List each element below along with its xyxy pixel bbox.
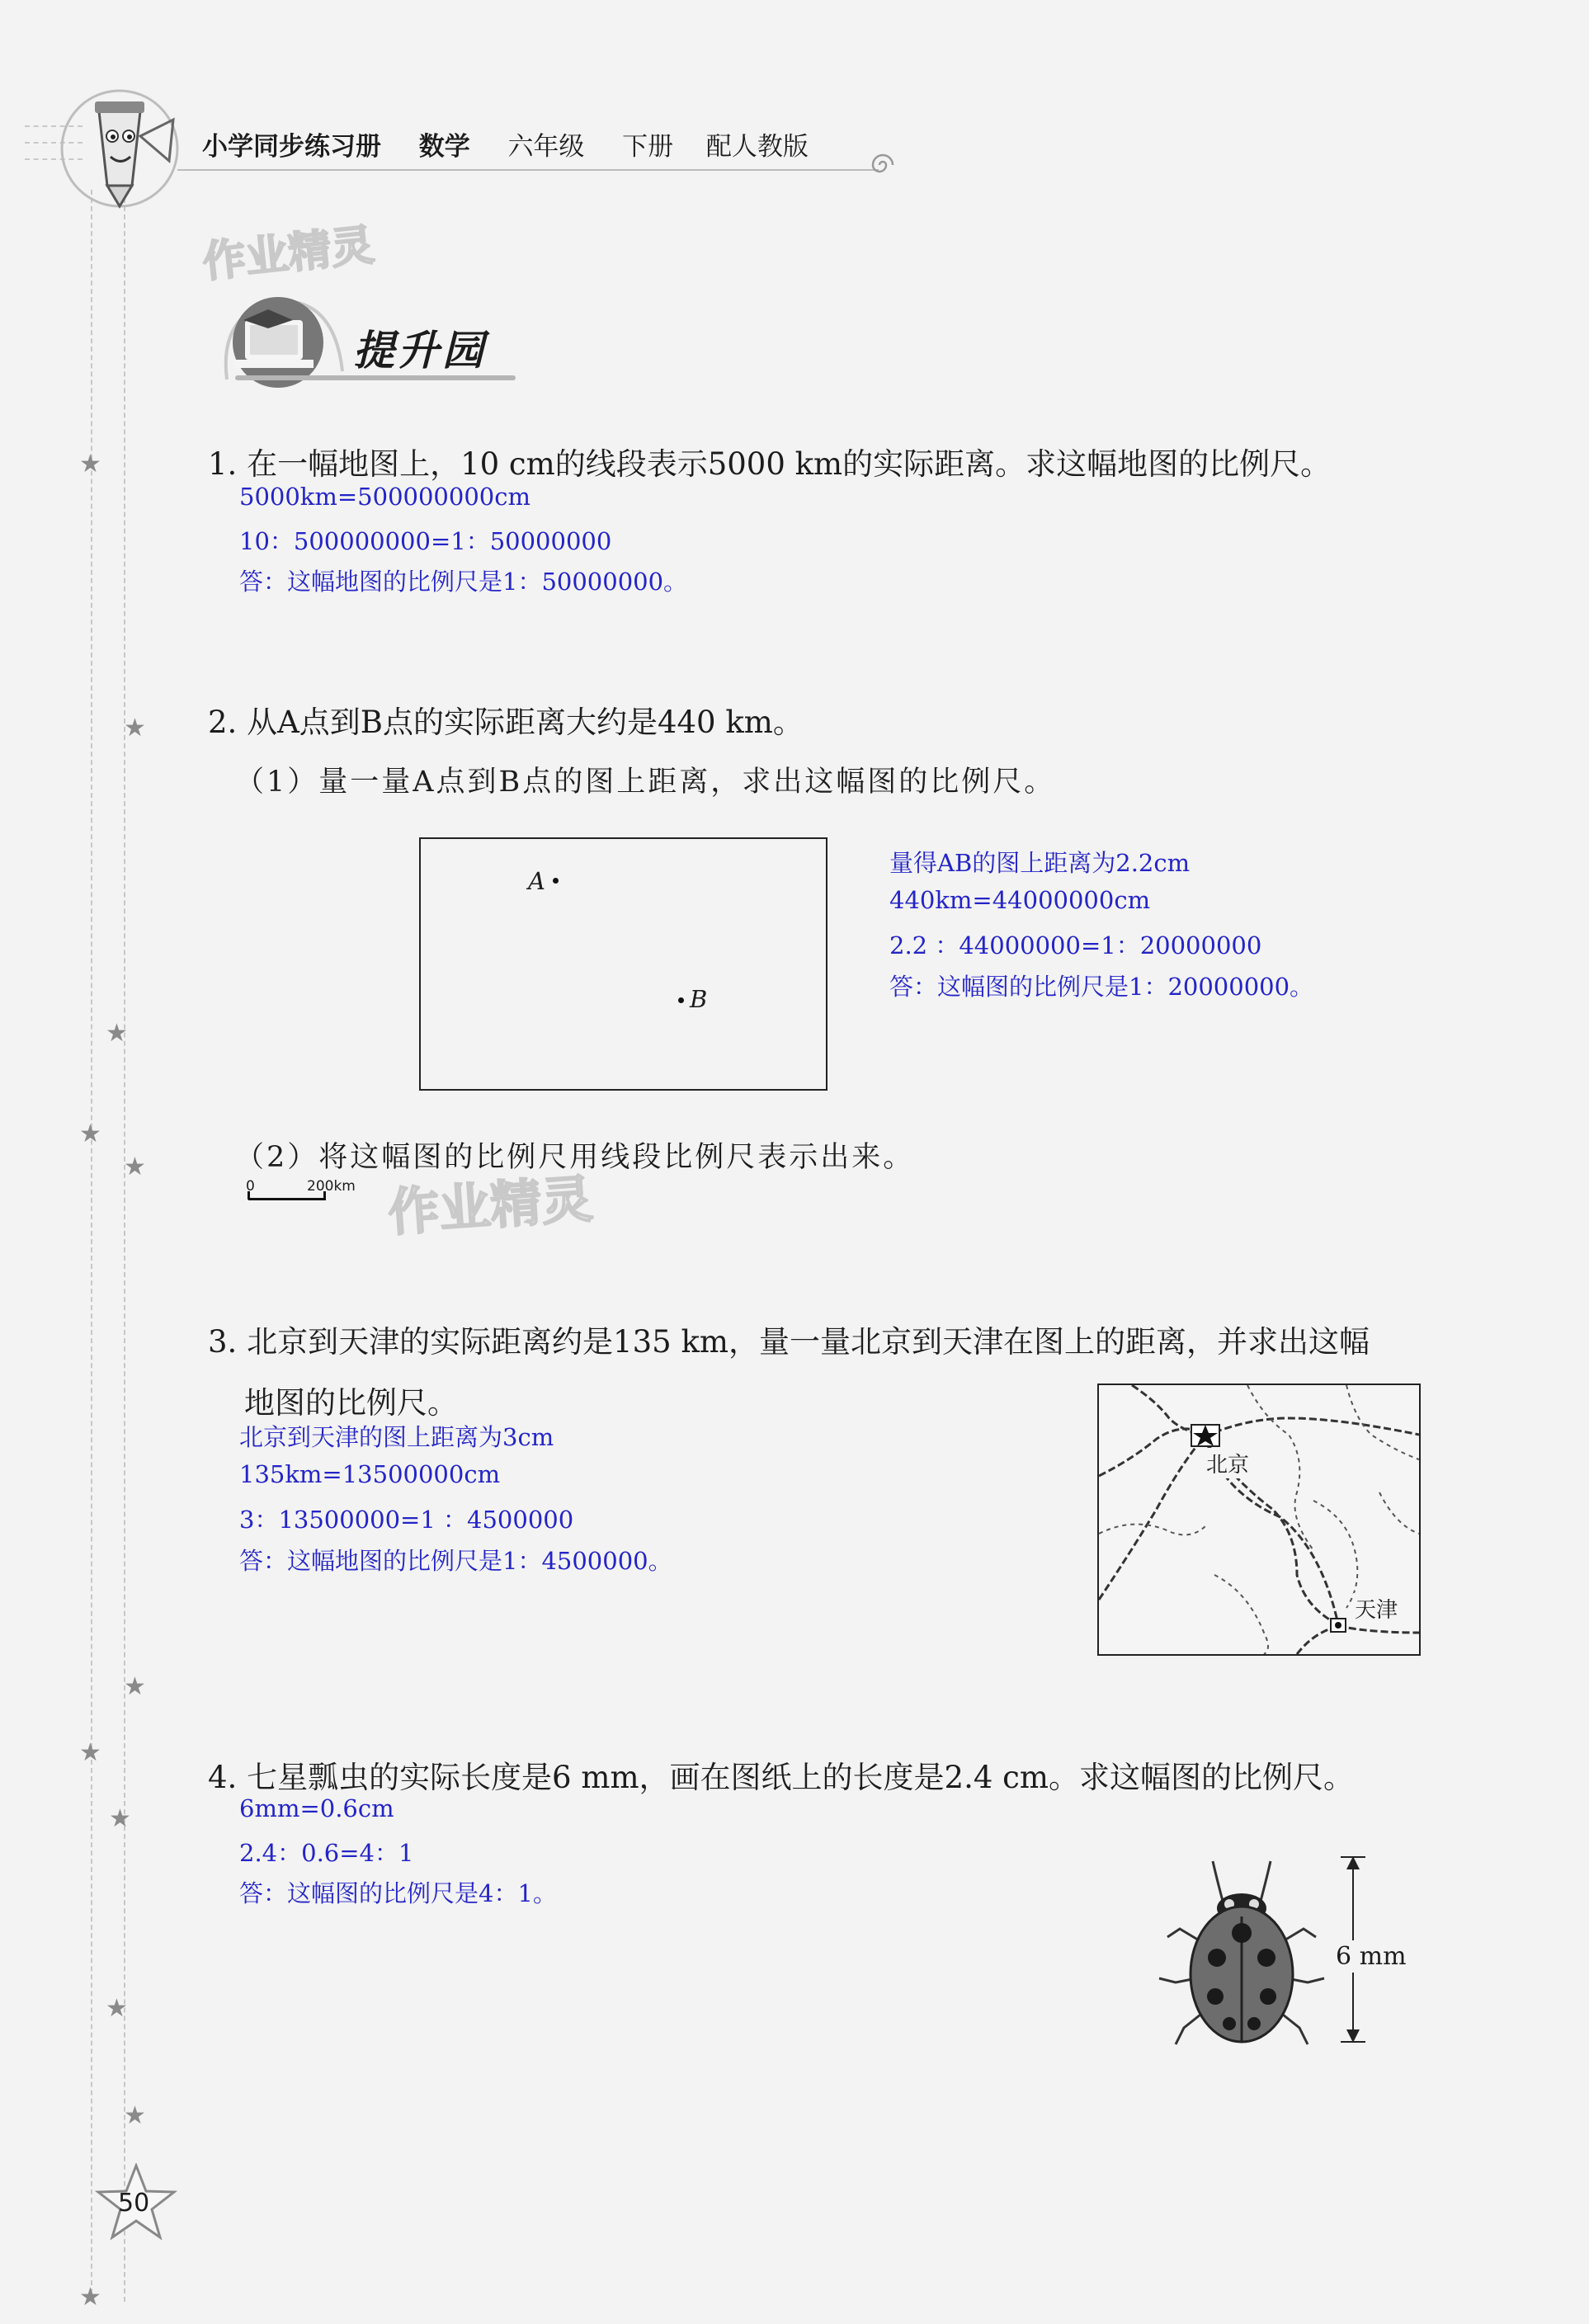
header-edition: 配人教版 [705,132,809,162]
scale-label: 200km [307,1178,356,1195]
header-title [202,125,809,163]
q3-text-line1: 3. 北京到天津的实际距离约是135 km，量一量北京到天津在图上的距离，并求出这幅 [208,1324,1370,1360]
q1-text: 1. 在一幅地图上，10 cm的线段表示5000 km的实际距离。求这幅地图的比例尺。 [208,446,1332,482]
q3-map [1097,1384,1421,1656]
star-icon: ★ [124,1153,146,1181]
q2-map-box [419,837,828,1091]
star-icon: ★ [124,714,146,742]
point-b-dot [678,997,684,1003]
q2-answer-4: 答：这幅图的比例尺是1：20000000。 [889,973,1314,1001]
q2-answer-2: 440km=44000000cm [889,886,1151,914]
star-icon: ★ [79,450,101,478]
star-icon: ★ [109,1804,131,1833]
point-b-label: B [690,985,708,1013]
scale-bar [244,1178,368,1203]
scale-tick-right [323,1191,326,1200]
margin-dashed-line [91,190,92,2302]
q3-answer-4: 答：这幅地图的比例尺是1：4500000。 [239,1547,672,1575]
star-icon: ★ [106,1019,128,1048]
q1-answer-3: 答：这幅地图的比例尺是1：50000000。 [239,568,688,596]
point-a-dot [553,878,559,884]
star-icon: ★ [124,1672,146,1701]
header-volume: 下册 [622,132,674,162]
q1-answer-2: 10：500000000=1：50000000 [239,527,612,555]
margin-dashed-line-2 [124,190,125,2302]
spiral-icon [862,148,903,181]
star-icon: ★ [79,2283,101,2312]
scale-line [248,1198,326,1200]
q4-answer-1: 6mm=0.6cm [239,1794,394,1822]
scale-zero-label: 0 [246,1178,255,1195]
q2-text: 2. 从A点到B点的实际距离大约是440 km。 [208,705,804,740]
header-subject: 数学 [418,132,470,162]
measure-label: 6 mm [1332,1940,1410,1973]
header-series: 小学同步练习册 [202,132,381,162]
star-icon: ★ [106,1994,128,2023]
arrow-down-icon [1346,2029,1360,2043]
star-icon: ★ [79,1738,101,1767]
q3-text-line2: 地图的比例尺。 [244,1385,458,1421]
header-grade: 六年级 [507,132,585,162]
q2-answer-1: 量得AB的图上距离为2.2cm [889,849,1191,877]
q3-answer-2: 135km=13500000cm [239,1460,501,1488]
map-beijing-label: 北京 [1205,1448,1251,1478]
page-number: 50 [118,2189,150,2218]
q1-answer-1: 5000km=500000000cm [239,483,530,511]
q3-answer-1: 北京到天津的图上距离为3cm [239,1423,554,1451]
section-title: 提升园 [353,326,487,375]
star-icon: ★ [79,1120,101,1148]
q4-answer-3: 答：这幅图的比例尺是4：1。 [239,1879,557,1907]
q2-part2: （2）将这幅图的比例尺用线段比例尺表示出来。 [235,1141,915,1174]
q4-answer-2: 2.4：0.6=4：1 [239,1839,414,1867]
pencil-mascot-icon [50,78,190,210]
q4-text: 4. 七星瓢虫的实际长度是6 mm，画在图纸上的长度是2.4 cm。求这幅图的比例尺。 [208,1760,1354,1795]
section-title-underline [235,375,516,380]
q2-answer-3: 2.2 ：44000000=1：20000000 [889,931,1262,959]
watermark-text: 作业精灵 [200,220,377,288]
arrow-up-icon [1346,1856,1360,1869]
point-a-label: A [528,867,545,895]
watermark-text-2: 作业精灵 [386,1168,595,1243]
scale-tick-left [248,1191,250,1200]
star-icon: ★ [124,2101,146,2130]
q3-answer-3: 3：13500000=1 ：4500000 [239,1506,574,1534]
map-tianjin-label: 天津 [1353,1593,1399,1624]
q2-part1: （1）量一量A点到B点的图上距离，求出这幅图的比例尺。 [235,766,1056,799]
header-underline [177,169,879,171]
ladybug-icon [1151,1855,1332,2053]
